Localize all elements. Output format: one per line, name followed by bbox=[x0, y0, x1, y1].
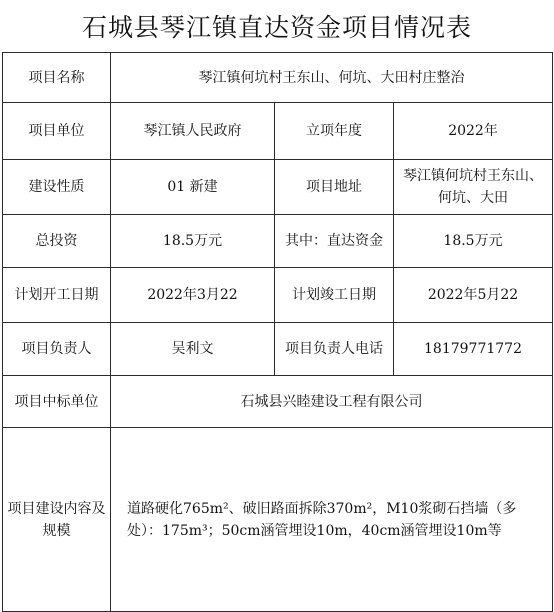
page-title: 石城县琴江镇直达资金项目情况表 bbox=[81, 13, 472, 42]
row-project-name bbox=[3, 53, 553, 103]
label-project-owner: 项目负责人 bbox=[3, 323, 111, 376]
value-direct-funds: 18.5万元 bbox=[394, 215, 553, 268]
value-start-date: 2022年3月22 bbox=[111, 268, 275, 323]
label-owner-phone: 项目负责人电话 bbox=[275, 323, 394, 376]
row-project-owner bbox=[3, 323, 553, 376]
label-project-unit: 项目单位 bbox=[3, 103, 111, 160]
value-owner-phone: 18179771772 bbox=[394, 323, 553, 376]
value-construction-scope: 道路硬化765m²、破旧路面拆除370m²，M10浆砌石挡墙（多处）：175m³；50cm涵管埋设10m，40cm涵管埋设10m等 bbox=[111, 428, 553, 612]
value-winning-bidder: 石城县兴睦建设工程有限公司 bbox=[111, 376, 553, 428]
value-total-investment: 18.5万元 bbox=[111, 215, 275, 268]
project-info-table bbox=[2, 52, 553, 612]
value-project-address: 琴江镇何坑村王东山、何坑、大田 bbox=[394, 160, 553, 215]
label-winning-bidder: 项目中标单位 bbox=[3, 376, 111, 428]
row-construction-nature bbox=[3, 160, 553, 215]
value-construction-nature: 01 新建 bbox=[111, 160, 275, 215]
value-approval-year: 2022年 bbox=[394, 103, 553, 160]
row-construction-scope bbox=[3, 428, 553, 612]
value-completion-date: 2022年5月22 bbox=[394, 268, 553, 323]
value-project-unit: 琴江镇人民政府 bbox=[111, 103, 275, 160]
label-start-date: 计划开工日期 bbox=[3, 268, 111, 323]
value-project-name: 琴江镇何坑村王东山、何坑、大田村庄整治 bbox=[111, 53, 553, 103]
row-project-unit bbox=[3, 103, 553, 160]
label-project-address: 项目地址 bbox=[275, 160, 394, 215]
row-schedule bbox=[3, 268, 553, 323]
label-direct-funds: 其中：直达资金 bbox=[275, 215, 394, 268]
label-construction-nature: 建设性质 bbox=[3, 160, 111, 215]
label-project-name: 项目名称 bbox=[3, 53, 111, 103]
label-construction-scope: 项目建设内容及规模 bbox=[3, 428, 111, 612]
value-project-owner: 吴利文 bbox=[111, 323, 275, 376]
label-approval-year: 立项年度 bbox=[275, 103, 394, 160]
label-completion-date: 计划竣工日期 bbox=[275, 268, 394, 323]
row-winning-bidder bbox=[3, 376, 553, 428]
row-investment bbox=[3, 215, 553, 268]
label-total-investment: 总投资 bbox=[3, 215, 111, 268]
